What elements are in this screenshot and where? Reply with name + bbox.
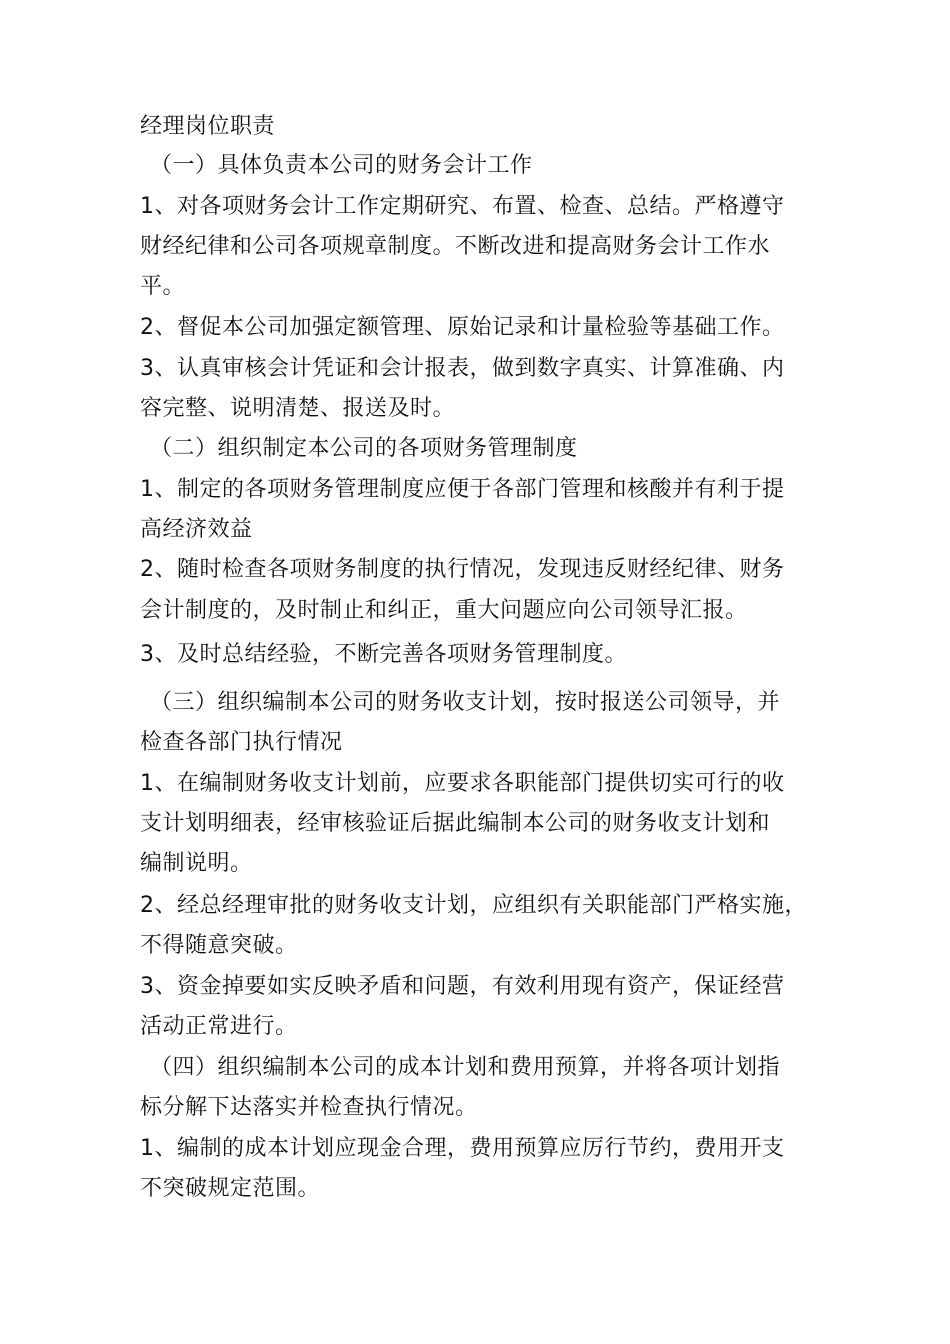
paragraph-line: 财经纪律和公司各项规章制度。不断改进和提高财务会计工作水 <box>140 234 771 259</box>
paragraph-line: 1、对各项财务会计工作定期研究、布置、检查、总结。严格遵守 <box>140 194 785 219</box>
paragraph-line: 支计划明细表，经审核验证后据此编制本公司的财务收支计划和 <box>140 811 771 836</box>
paragraph-line: 编制说明。 <box>140 851 253 876</box>
paragraph-line: 3、及时总结经验，不断完善各项财务管理制度。 <box>140 642 627 667</box>
paragraph-line: 会计制度的，及时制止和纠正，重大问题应向公司领导汇报。 <box>140 598 748 623</box>
paragraph-line: 2、经总经理审批的财务收支计划，应组织有关职能部门严格实施， <box>140 893 807 918</box>
paragraph-line: 不得随意突破。 <box>140 933 298 958</box>
section-heading-1: （一）具体负责本公司的财务会计工作 <box>150 153 533 178</box>
document-title: 经理岗位职责 <box>140 114 276 139</box>
paragraph-line: 1、在编制财务收支计划前，应要求各职能部门提供切实可行的收 <box>140 771 785 796</box>
paragraph-line: 活动正常进行。 <box>140 1014 298 1039</box>
paragraph-line: 3、认真审核会计凭证和会计报表，做到数字真实、计算准确、内 <box>140 356 785 381</box>
paragraph-line: 平。 <box>140 274 186 299</box>
paragraph-line: 标分解下达落实并检查执行情况。 <box>140 1095 478 1120</box>
section-heading-4: （四）组织编制本公司的成本计划和费用预算，并将各项计划指 <box>150 1055 781 1080</box>
paragraph-line: 不突破规定范围。 <box>140 1176 321 1201</box>
section-heading-2: （二）组织制定本公司的各项财务管理制度 <box>150 436 578 461</box>
paragraph-line: 容完整、说明清楚、报送及时。 <box>140 396 456 421</box>
paragraph-line: 高经济效益 <box>140 517 253 542</box>
paragraph-line: 1、编制的成本计划应现金合理，费用预算应厉行节约，费用开支 <box>140 1136 785 1161</box>
paragraph-line: 1、制定的各项财务管理制度应便于各部门管理和核酸并有利于提 <box>140 477 785 502</box>
paragraph-line: 2、随时检查各项财务制度的执行情况，发现违反财经纪律、财务 <box>140 557 785 582</box>
section-heading-3: （三）组织编制本公司的财务收支计划，按时报送公司领导，并 <box>150 690 781 715</box>
paragraph-line: 3、资金掉要如实反映矛盾和问题，有效利用现有资产，保证经营 <box>140 974 785 999</box>
paragraph-line: 检查各部门执行情况 <box>140 730 343 755</box>
paragraph-line: 2、督促本公司加强定额管理、原始记录和计量检验等基础工作。 <box>140 315 785 340</box>
